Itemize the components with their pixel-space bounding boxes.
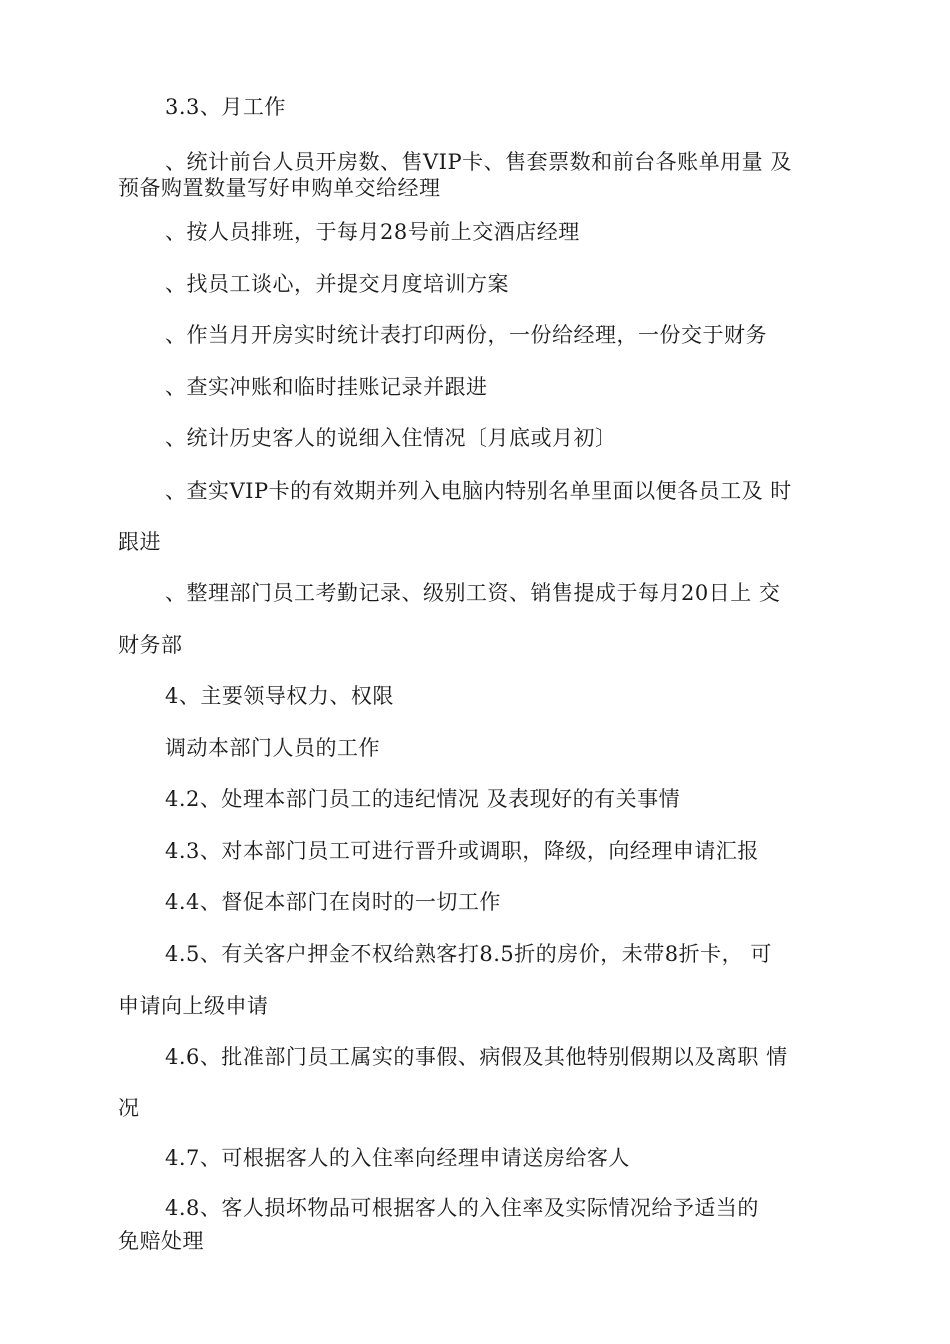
- paragraph-line: 、查实VIP卡的有效期并列入电脑内特别名单里面以便各员工及 时: [165, 479, 792, 503]
- paragraph-line-continued: 财务部: [118, 633, 183, 657]
- paragraph-line-continued: 申请向上级申请: [118, 994, 269, 1018]
- paragraph-line: 、统计历史客人的说细入住情况〔月底或月初〕: [165, 426, 617, 450]
- paragraph-line-continued: 跟进: [118, 530, 161, 554]
- paragraph-line: 、作当月开房实时统计表打印两份，一份给经理，一份交于财务: [165, 323, 767, 347]
- paragraph-line: 、找员工谈心，并提交月度培训方案: [165, 272, 509, 296]
- paragraph-line: 4.4、督促本部门在岗时的一切工作: [165, 890, 501, 914]
- section-heading-3-3: 3.3、月工作: [165, 95, 286, 119]
- paragraph-line: 4.5、有关客户押金不权给熟客打8.5折的房价，未带8折卡， 可: [165, 942, 772, 966]
- paragraph-line-continued: 免赔处理: [118, 1229, 204, 1253]
- paragraph-line-continued: 预备购置数量写好申购单交给经理: [118, 176, 441, 200]
- paragraph-line: 、统计前台人员开房数、售VIP卡、售套票数和前台各账单用量 及: [165, 150, 792, 174]
- paragraph-line: 、按人员排班，于每月28号前上交酒店经理: [165, 220, 580, 244]
- paragraph-line: 4.6、批准部门员工属实的事假、病假及其他特别假期以及离职 情: [165, 1045, 788, 1069]
- paragraph-line: 、整理部门员工考勤记录、级别工资、销售提成于每月20日上 交: [165, 581, 781, 605]
- paragraph-line: 4.2、处理本部门员工的违纪情况 及表现好的有关事情: [165, 787, 681, 811]
- paragraph-line: 4.8、客人损坏物品可根据客人的入住率及实际情况给予适当的: [165, 1196, 759, 1220]
- paragraph-line-continued: 况: [118, 1096, 140, 1120]
- paragraph-line: 、查实冲账和临时挂账记录并跟进: [165, 375, 488, 399]
- paragraph-line: 4.7、可根据客人的入住率向经理申请送房给客人: [165, 1146, 630, 1170]
- paragraph-line: 4.3、对本部门员工可进行晋升或调职，降级，向经理申请汇报: [165, 839, 759, 863]
- paragraph-line: 调动本部门人员的工作: [165, 736, 380, 760]
- section-heading-4: 4、主要领导权力、权限: [165, 684, 394, 708]
